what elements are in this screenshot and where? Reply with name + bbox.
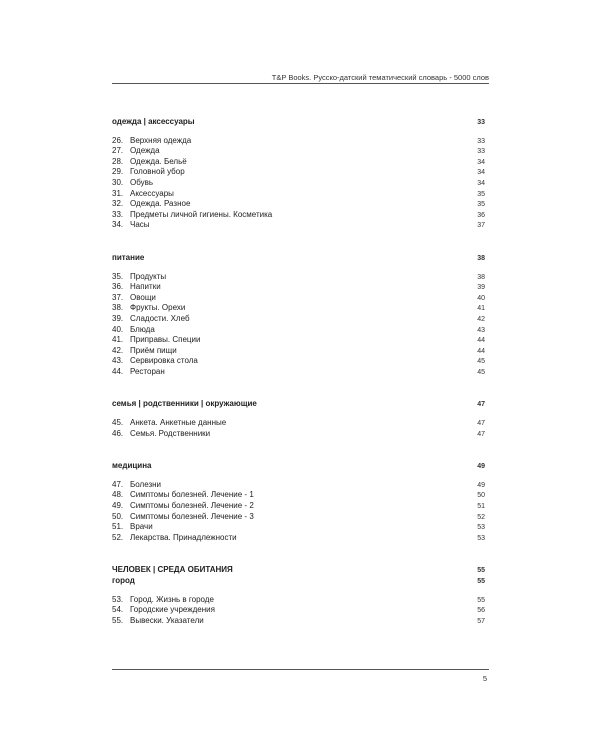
entry-page: 34: [477, 158, 485, 166]
entry-title: Сервировка стола: [130, 356, 198, 366]
toc-entry: [112, 490, 485, 501]
entry-page: 45: [477, 368, 485, 376]
entry-page: 53: [477, 524, 485, 532]
running-header: T&P Books. Русско-датский тематический словарь - 5000 слов: [271, 73, 489, 82]
entry-title: Напитки: [130, 282, 161, 292]
entry-title: Продукты: [130, 271, 167, 281]
entry-number: 41.: [112, 335, 124, 345]
entry-number: 29.: [112, 167, 124, 177]
section-page: 47: [477, 401, 485, 409]
entry-number: 40.: [112, 324, 124, 334]
entry-page: 37: [477, 222, 485, 230]
entry-number: 44.: [112, 366, 124, 376]
section-title: медицина: [112, 461, 152, 471]
entry-title: Болезни: [130, 479, 162, 489]
table-of-contents: [112, 117, 485, 626]
entry-title: Приправы. Специи: [130, 335, 201, 345]
entry-title: Приём пищи: [130, 345, 177, 355]
entry-number: 42.: [112, 345, 124, 355]
entry-page: 44: [477, 347, 485, 355]
entry-number: 50.: [112, 511, 124, 521]
toc-entry: [112, 178, 485, 189]
section-heading: [112, 117, 485, 128]
entry-number: 38.: [112, 303, 124, 313]
entry-title: Симптомы болезней. Лечение - 3: [130, 511, 254, 521]
section-page: 49: [477, 463, 485, 471]
entry-title: Город. Жизнь в городе: [130, 594, 214, 604]
entry-page: 34: [477, 169, 485, 177]
part-title: ЧЕЛОВЕК | СРЕДА ОБИТАНИЯ: [112, 565, 233, 575]
toc-entry: [112, 293, 485, 304]
entry-page: 55: [477, 596, 485, 604]
entry-title: Сладости. Хлеб: [130, 313, 190, 323]
entry-number: 36.: [112, 282, 124, 292]
entry-title: Симптомы болезней. Лечение - 2: [130, 501, 254, 511]
part-heading: [112, 565, 485, 576]
entry-page: 34: [477, 179, 485, 187]
entry-page: 50: [477, 492, 485, 500]
toc-entry: [112, 429, 485, 440]
toc-entry: [112, 157, 485, 168]
toc-entry: [112, 146, 485, 157]
entry-number: 48.: [112, 490, 124, 500]
entry-title: Лекарства. Принадлежности: [130, 532, 237, 542]
entry-number: 47.: [112, 479, 124, 489]
entry-page: 45: [477, 358, 485, 366]
entry-title: Предметы личной гигиены. Косметика: [130, 209, 273, 219]
entry-page: 51: [477, 503, 485, 511]
toc-entry: [112, 522, 485, 533]
entry-number: 45.: [112, 418, 124, 428]
entry-page: 52: [477, 513, 485, 521]
entry-number: 30.: [112, 177, 124, 187]
entry-title: Ресторан: [130, 366, 165, 376]
entry-number: 52.: [112, 532, 124, 542]
entry-page: 35: [477, 190, 485, 198]
entry-title: Верхняя одежда: [130, 135, 192, 145]
entry-number: 46.: [112, 428, 124, 438]
entry-title: Врачи: [130, 522, 153, 532]
entry-number: 54.: [112, 605, 124, 615]
entry-title: Одежда. Бельё: [130, 156, 187, 166]
header-rule: [112, 83, 489, 84]
toc-entry: [112, 314, 485, 325]
toc-entry: [112, 367, 485, 378]
toc-entry: [112, 303, 485, 314]
entry-number: 49.: [112, 501, 124, 511]
entry-number: 32.: [112, 199, 124, 209]
entry-page: 38: [477, 273, 485, 281]
entry-page: 35: [477, 201, 485, 209]
page-number: 5: [482, 674, 487, 683]
section-title: одежда | аксессуары: [112, 117, 195, 126]
entry-page: 47: [477, 430, 485, 438]
entry-number: 51.: [112, 522, 124, 532]
entry-title: Блюда: [130, 324, 155, 334]
entry-title: Семья. Родственники: [130, 428, 211, 438]
section-page: 55: [477, 578, 485, 585]
entry-page: 53: [477, 534, 485, 542]
toc-entry: [112, 605, 485, 616]
entry-page: 57: [477, 617, 485, 625]
entry-page: 47: [477, 420, 485, 428]
entry-page: 33: [477, 148, 485, 156]
entry-number: 35.: [112, 271, 124, 281]
entry-title: Обувь: [130, 177, 154, 187]
entry-page: 56: [477, 607, 485, 615]
toc-entry: [112, 335, 485, 346]
toc-entry: [112, 356, 485, 367]
toc-entry: [112, 418, 485, 429]
entry-title: Городские учреждения: [130, 605, 215, 615]
toc-entry: [112, 220, 485, 231]
entry-page: 43: [477, 326, 485, 334]
entry-title: Симптомы болезней. Лечение - 1: [130, 490, 254, 500]
entry-number: 31.: [112, 188, 124, 198]
section-page: 38: [477, 254, 485, 262]
entry-title: Вывески. Указатели: [130, 615, 204, 625]
entry-title: Овощи: [130, 292, 156, 302]
toc-entry: [112, 480, 485, 491]
entry-title: Головной убор: [130, 167, 185, 177]
entry-page: 44: [477, 337, 485, 345]
section-title: питание: [112, 252, 145, 262]
entry-number: 34.: [112, 220, 124, 230]
entry-page: 39: [477, 284, 485, 292]
entry-page: 41: [477, 305, 485, 313]
entry-page: 42: [477, 315, 485, 323]
entry-page: 49: [477, 481, 485, 489]
entry-number: 39.: [112, 313, 124, 323]
entry-page: 33: [477, 137, 485, 145]
toc-entry: [112, 136, 485, 147]
section-heading: [112, 461, 485, 472]
toc-entry: [112, 325, 485, 336]
footer-rule: [112, 669, 489, 670]
toc-entry: [112, 167, 485, 178]
toc-entry: [112, 189, 485, 200]
toc-entry: [112, 272, 485, 283]
entry-number: 26.: [112, 135, 124, 145]
section-heading: [112, 576, 485, 587]
entry-title: Одежда. Разное: [130, 199, 191, 209]
entry-number: 37.: [112, 292, 124, 302]
toc-entry: [112, 616, 485, 627]
entry-title: Фрукты. Орехи: [130, 303, 186, 313]
section-title: город: [112, 576, 135, 585]
entry-title: Часы: [130, 220, 150, 230]
entry-number: 43.: [112, 356, 124, 366]
toc-entry: [112, 282, 485, 293]
toc-entry: [112, 533, 485, 544]
part-page: 55: [477, 567, 485, 575]
entry-number: 33.: [112, 209, 124, 219]
entry-page: 40: [477, 294, 485, 302]
toc-entry: [112, 199, 485, 210]
section-heading: [112, 399, 485, 410]
section-title: семья | родственники | окружающие: [112, 399, 257, 409]
section-heading: [112, 253, 485, 264]
toc-entry: [112, 595, 485, 606]
entry-page: 36: [477, 211, 485, 219]
entry-number: 28.: [112, 156, 124, 166]
toc-entry: [112, 210, 485, 221]
entry-title: Одежда: [130, 146, 160, 156]
toc-entry: [112, 346, 485, 357]
entry-title: Аксессуары: [130, 188, 174, 198]
entry-number: 55.: [112, 615, 124, 625]
toc-entry: [112, 501, 485, 512]
entry-number: 27.: [112, 146, 124, 156]
toc-entry: [112, 512, 485, 523]
entry-number: 53.: [112, 594, 124, 604]
section-page: 33: [477, 119, 485, 126]
entry-title: Анкета. Анкетные данные: [130, 418, 227, 428]
